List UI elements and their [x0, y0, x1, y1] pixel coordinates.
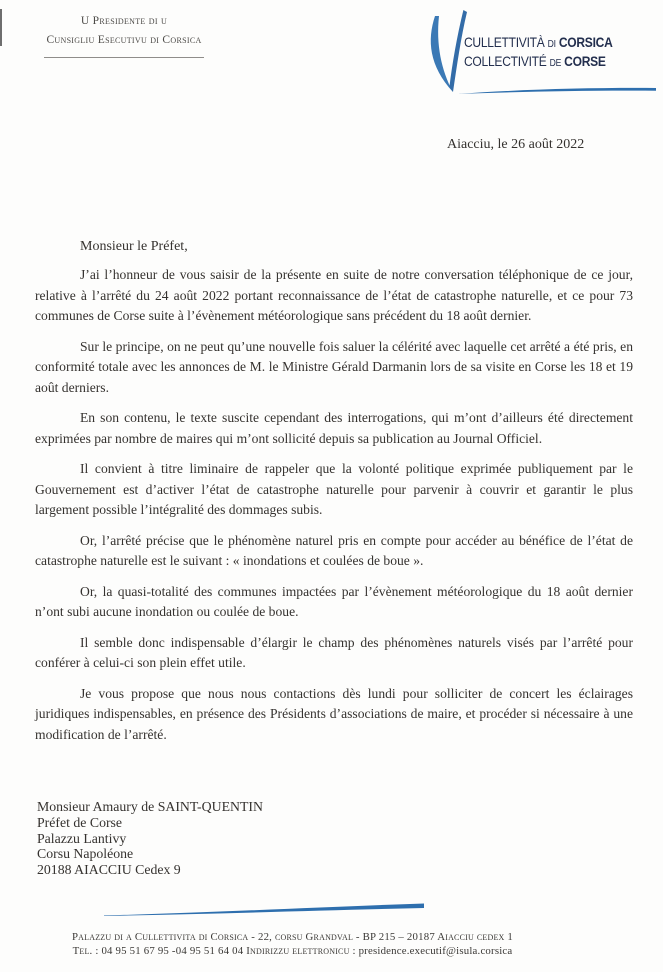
- footer-email: presidence.executif@isula.corsica: [358, 944, 513, 957]
- logo-text-block: [464, 34, 613, 72]
- logo-word-corse: CORSE: [564, 53, 606, 69]
- footer-address-line: Palazzu di a Cullettivita di Corsica - 22, corsu Grandval - BP 215 – 20187 Aiacciu cedex 1: [71, 931, 514, 943]
- logo-word-corsica: CORSICA: [558, 34, 613, 50]
- sender-title-line1: U Presidente di u: [80, 15, 168, 27]
- footer-swoosh-icon: [104, 900, 424, 918]
- letter-paragraph: Sur le principe, on ne peut qu’une nouvelle fois saluer la célérité avec laquelle cet arrêté a été pris, en conformité totale avec les annonces de M. le Ministre Gérald Darmanin lors de sa visite en Corse les 18 et 19 août derniers.: [35, 338, 633, 395]
- logo-word-di: DI: [547, 39, 556, 50]
- footer-block: [0, 931, 585, 959]
- salutation: Monsieur le Préfet,: [80, 239, 188, 254]
- footer-phone-label: Tel. : 04 95 51 67 95 -04 95 51 64 04 Indirizzu elettronicu :: [72, 944, 356, 957]
- letter-paragraph: En son contenu, le texte suscite cependant des interrogations, qui m’ont d’ailleurs été directement exprimées par nombre de maires qui m’ont sollicité depuis sa publication au Journal Officiel.: [35, 410, 633, 446]
- letter-paragraph: Or, l’arrêté précise que le phénomène naturel pris en compte pour accéder au bénéfice de l’état de catastrophe naturelle est le suivant : « inondations et coulées de boue ».: [35, 532, 633, 568]
- scan-artifact-line: [0, 9, 2, 46]
- logo-word-cullettivita: CULLETTIVITÀ: [464, 34, 545, 50]
- collectivite-de-corse-logo: [424, 6, 660, 98]
- letter-paragraph: Il convient à titre liminaire de rappeler que la volonté politique exprimée publiquement par le Gouvernement est d’activer l’état de catastrophe naturelle pour parvenir à couvrir et garantir le plus largement possible l’intégralité des dommages subis.: [35, 461, 633, 517]
- logo-underline-swoosh-icon: [458, 82, 656, 92]
- recipient-line: Palazzu Lantivy: [37, 830, 127, 846]
- recipient-line: Corsu Napoléone: [37, 846, 134, 862]
- footer-contact-line: [0, 945, 585, 959]
- sender-block: [24, 12, 224, 58]
- logo-word-de: DE: [549, 58, 562, 69]
- recipient-line: Préfet de Corse: [37, 814, 123, 830]
- letter-paragraph: J’ai l’honneur de vous saisir de la présente en suite de notre conversation téléphonique de ce jour, relative à l’arrêté du 24 août 2022 portant reconnaissance de l’état de catastrophe naturelle, et ce pour 73 communes de Corse suite à l’évènement météorologique sans précédent du 18 août dernier.: [35, 267, 633, 323]
- sender-divider: [44, 57, 204, 58]
- logo-line-corsican: [464, 34, 613, 53]
- recipient-block: [37, 799, 263, 878]
- logo-line-french: [464, 53, 613, 72]
- letter-body: [35, 265, 633, 755]
- dateline: Aiacciu, le 26 août 2022: [447, 137, 585, 152]
- letter-paragraph: Il semble donc indispensable d’élargir le champ des phénomènes naturels visés par l’arrêté pour conférer à celui-ci son plein effet utile.: [35, 634, 633, 670]
- letter-paragraph: Je vous propose que nous nous contactions dès lundi pour solliciter de concert les éclairages juridiques indispensables, en présence des Présidents d’associations de maire, et procéder si nécessaire à une modification de l’arrêté.: [35, 685, 633, 742]
- recipient-line: 20188 AIACCIU Cedex 9: [37, 862, 181, 878]
- letter-paragraph: Or, la quasi-totalité des communes impactées par l’évènement météorologique du 18 août dernier n’ont subi aucune inondation ou coulée de boue.: [35, 583, 633, 619]
- sender-title-line2: Cunsigliu Esecutivu di Corsica: [46, 34, 202, 46]
- logo-word-collectivite: COLLECTIVITÉ: [464, 53, 547, 69]
- recipient-line: Monsieur Amaury de SAINT-QUENTIN: [37, 799, 263, 814]
